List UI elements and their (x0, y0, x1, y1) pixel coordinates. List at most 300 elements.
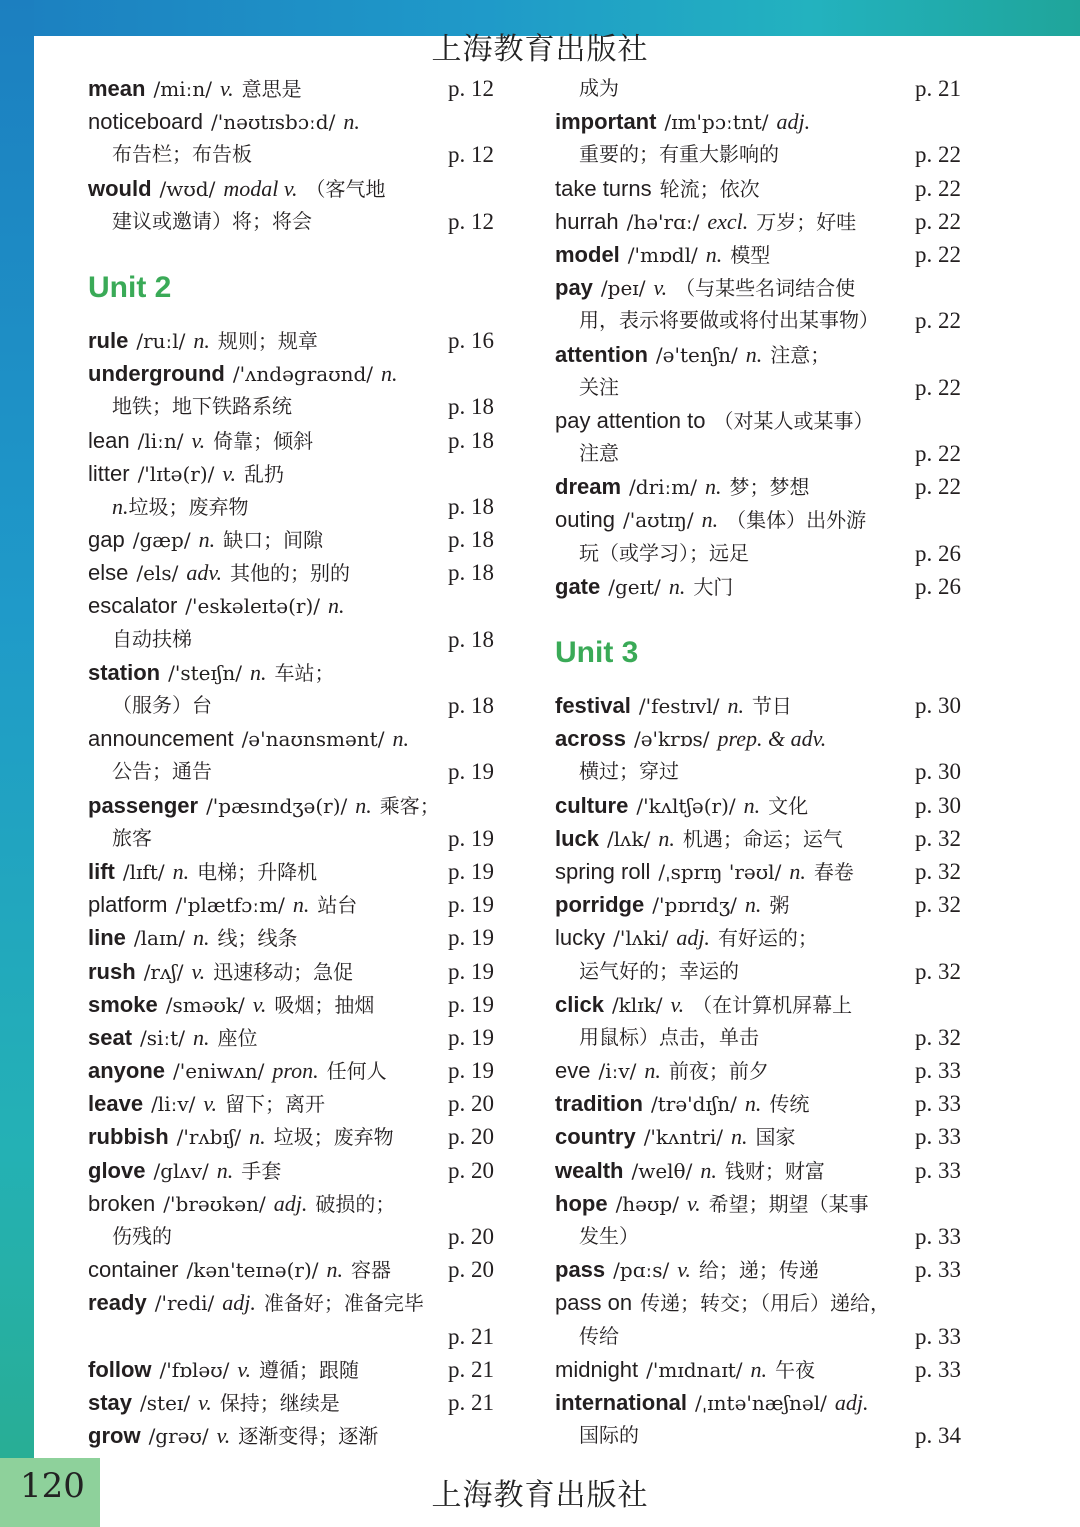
chinese-meaning: 春卷 (813, 859, 854, 884)
page-reference: p. 19 (448, 1058, 494, 1084)
entry-text (555, 1253, 819, 1287)
part-of-speech: v. (686, 1190, 701, 1216)
part-of-speech: prep. & adv. (717, 726, 827, 752)
vocab-entry (88, 424, 500, 457)
entry-text (88, 105, 360, 139)
phonetic: /'pɒrɪdʒ/ (652, 893, 737, 918)
chinese-meaning: 车站； (274, 660, 335, 685)
vocab-entry (555, 855, 965, 888)
vocab-entry (88, 1054, 500, 1087)
vocab-entry (555, 470, 965, 503)
entry-text (88, 138, 252, 171)
page-reference: p. 20 (448, 1091, 494, 1117)
entry-continuation (555, 304, 965, 337)
phonetic: /'eniwʌn/ (173, 1059, 265, 1084)
vocab-entry (555, 404, 965, 437)
chinese-meaning: 布告栏；布告板 (112, 142, 252, 167)
entry-text (88, 523, 323, 557)
vocab-entry (555, 503, 965, 536)
page-reference: p. 33 (915, 1224, 961, 1249)
chinese-meaning: 成为 (579, 76, 619, 100)
headword: wealth (555, 1157, 624, 1183)
entry-text (555, 537, 749, 570)
chinese-meaning: 迅速移动；急促 (213, 959, 354, 984)
chinese-meaning: 伤残的 (112, 1224, 172, 1248)
part-of-speech: v. (252, 991, 267, 1017)
part-of-speech: n. (193, 327, 210, 353)
phonetic: /grəʊ/ (148, 1424, 209, 1449)
part-of-speech: adv. (186, 560, 222, 586)
entry-text (88, 1386, 340, 1420)
chinese-meaning: 遵循；跟随 (259, 1357, 360, 1382)
chinese-meaning: 意思是 (241, 77, 302, 101)
page-reference: p. 18 (448, 626, 494, 652)
page-reference: p. 12 (448, 76, 494, 101)
page-reference: p. 19 (448, 858, 494, 884)
phonetic: /peɪ/ (600, 276, 646, 301)
page-reference: p. 20 (448, 1224, 494, 1249)
part-of-speech: n. (658, 825, 675, 851)
page-reference: p. 26 (915, 573, 961, 599)
entry-text (88, 1187, 395, 1221)
page-reference: p. 19 (448, 958, 494, 984)
chinese-meaning: 传递；转交；（用后）递给， (640, 1291, 891, 1316)
entry-text (555, 138, 779, 171)
page-reference: p. 33 (915, 1091, 961, 1117)
chinese-meaning: 节日 (751, 694, 792, 718)
page-reference: p. 30 (915, 693, 961, 718)
headword: eve (555, 1058, 591, 1084)
part-of-speech: n. (249, 1124, 266, 1150)
unit-heading: Unit 2 (88, 270, 172, 304)
part-of-speech: v. (237, 1356, 252, 1382)
phonetic: /həʊp/ (615, 1191, 679, 1216)
entry-text (555, 238, 770, 272)
chinese-meaning: 文化 (768, 793, 809, 818)
chinese-meaning: 国家 (755, 1125, 796, 1150)
entry-text (88, 789, 440, 823)
entry-text (555, 1419, 639, 1452)
page-reference: p. 32 (915, 958, 961, 984)
headword: platform (88, 892, 168, 918)
phonetic: /ˌsprɪŋ 'rəʊl/ (658, 859, 782, 884)
page-reference: p. 18 (448, 693, 494, 718)
entry-text (555, 1087, 809, 1121)
page-reference: p. 34 (915, 1423, 961, 1449)
entry-text (555, 371, 619, 404)
phonetic: /glʌv/ (153, 1158, 209, 1183)
part-of-speech: n. (743, 792, 761, 818)
vocab-entry (555, 1386, 965, 1419)
chinese-meaning: 公告；通告 (112, 759, 212, 784)
chinese-meaning: （对某人或某事） (713, 408, 874, 433)
entry-text (88, 357, 398, 391)
vocab-entry (88, 556, 500, 589)
phonetic: /lʌk/ (607, 826, 651, 851)
entry-text (555, 470, 810, 504)
headword: smoke (88, 991, 158, 1017)
entry-text (555, 570, 733, 604)
phonetic: /'plætfɔːm/ (175, 893, 285, 918)
part-of-speech: n. (198, 527, 216, 553)
entry-text (88, 921, 297, 955)
part-of-speech: n. (727, 693, 744, 718)
page-reference: p. 32 (915, 892, 961, 918)
part-of-speech: n. (112, 493, 129, 519)
part-of-speech: v. (203, 1091, 218, 1117)
headword: hurrah (555, 208, 619, 234)
entry-continuation (555, 437, 965, 470)
chinese-meaning: 传给 (579, 1323, 619, 1348)
headword: else (88, 560, 129, 586)
entry-text (555, 271, 855, 305)
chinese-meaning: 发生） (579, 1224, 639, 1248)
page-reference: p. 22 (915, 241, 961, 267)
page-reference: p. 22 (915, 308, 961, 334)
entry-continuation (88, 490, 500, 523)
vocab-entry (555, 1253, 965, 1286)
headword: passenger (88, 792, 199, 818)
page-reference: p. 33 (915, 1356, 961, 1382)
phonetic: /'kʌltʃə(r)/ (636, 793, 736, 818)
chinese-meaning: 用，表示将要做或将付出某事物） (579, 308, 879, 333)
part-of-speech: v. (653, 275, 668, 301)
entry-continuation (555, 1419, 965, 1452)
left-color-bar (0, 0, 34, 1527)
part-of-speech: n. (343, 109, 360, 135)
entry-text (555, 689, 792, 723)
chinese-meaning: 有好运的； (717, 926, 818, 951)
part-of-speech: n. (789, 858, 806, 884)
entry-continuation (88, 390, 500, 423)
vocab-entry (555, 689, 965, 722)
chinese-meaning: 运气好的；幸运的 (579, 958, 739, 983)
vocab-entry (555, 1054, 965, 1087)
headword: gap (88, 527, 125, 553)
chinese-meaning: 钱财；财富 (724, 1158, 825, 1183)
part-of-speech: n. (327, 593, 345, 619)
headword: underground (88, 361, 225, 387)
phonetic: /'lʌki/ (613, 926, 669, 951)
vocab-entry (555, 105, 965, 138)
page-reference: p. 33 (915, 1058, 961, 1084)
phonetic: /'lɪtə(r)/ (137, 461, 215, 486)
chinese-meaning: 容器 (350, 1258, 391, 1283)
page-reference: p. 19 (448, 925, 494, 951)
page-reference: p. 32 (915, 825, 961, 851)
part-of-speech: n. (326, 1257, 343, 1283)
entry-continuation (555, 1021, 965, 1054)
entry-text (88, 1220, 172, 1253)
entry-text (555, 789, 808, 823)
headword: escalator (88, 593, 178, 619)
chinese-meaning: 垃圾；废弃物 (273, 1125, 394, 1150)
vocab-entry (555, 1087, 965, 1120)
phonetic: /ə'naʊnsmənt/ (241, 727, 385, 752)
entry-text (88, 172, 386, 206)
vocab-entry (88, 988, 500, 1021)
page-reference: p. 33 (915, 1157, 961, 1183)
part-of-speech: v. (670, 991, 685, 1017)
part-of-speech: n. (355, 792, 372, 818)
headword: porridge (555, 892, 645, 918)
entry-text (88, 72, 302, 106)
page-reference: p. 22 (915, 474, 961, 500)
vocab-entry (88, 105, 500, 138)
page-reference: p. 20 (448, 1124, 494, 1150)
headword: rule (88, 327, 129, 353)
headword: country (555, 1124, 636, 1150)
vocab-entry (88, 324, 500, 357)
page-reference: p. 19 (448, 892, 494, 918)
chinese-meaning: 轮流；依次 (659, 176, 760, 201)
headword: take turns (555, 175, 652, 201)
entry-continuation (88, 205, 500, 238)
vocab-column-right (555, 72, 965, 1452)
chinese-meaning: 注意； (770, 342, 831, 367)
headword: announcement (88, 726, 234, 752)
chinese-meaning: 留下；离开 (225, 1092, 326, 1117)
entry-continuation (555, 138, 965, 171)
phonetic: /ɪm'pɔːtnt/ (664, 110, 769, 135)
page-reference: p. 22 (915, 175, 961, 201)
headword: luck (555, 825, 600, 851)
entry-text (88, 1120, 394, 1154)
vocab-entry (88, 1419, 500, 1452)
part-of-speech: adj. (676, 925, 710, 951)
entry-text (555, 1054, 769, 1088)
entry-text (88, 656, 334, 690)
page-reference: p. 26 (915, 540, 961, 566)
phonetic: /laɪn/ (133, 926, 185, 951)
vocab-entry (88, 656, 500, 689)
page-reference: p. 21 (915, 76, 961, 101)
part-of-speech: adj. (776, 109, 811, 135)
part-of-speech: v. (198, 1389, 212, 1415)
vocab-entry (88, 523, 500, 556)
chinese-meaning: 大门 (693, 574, 734, 599)
entry-text (88, 722, 409, 756)
vocab-entry (555, 1154, 965, 1187)
page-reference: p. 18 (448, 527, 494, 553)
entry-text (555, 503, 866, 537)
vocab-entry (88, 1187, 500, 1220)
headword: lucky (555, 925, 606, 951)
headword: rush (88, 958, 136, 984)
chinese-meaning: 逐渐变得；逐渐 (238, 1424, 379, 1449)
entry-text (555, 1386, 869, 1420)
chinese-meaning: 模型 (730, 242, 771, 267)
part-of-speech: n. (705, 241, 723, 267)
entry-text (555, 1021, 759, 1054)
entry-text (88, 1021, 257, 1055)
entry-text (88, 490, 249, 524)
phonetic: /miːn/ (153, 77, 212, 101)
chinese-meaning: 前夜；前夕 (668, 1059, 769, 1084)
chinese-meaning: 万岁；好哇 (756, 209, 857, 234)
vocab-entry (88, 888, 500, 921)
phonetic: /klɪk/ (611, 992, 663, 1017)
phonetic: /'redi/ (154, 1291, 215, 1316)
entry-continuation (88, 623, 500, 656)
phonetic: /kən'teɪnə(r)/ (186, 1258, 319, 1283)
entry-text (88, 1054, 387, 1088)
chinese-meaning: 用鼠标）点击，单击 (579, 1024, 759, 1049)
phonetic: /hə'rɑː/ (626, 209, 700, 234)
part-of-speech: n. (750, 1356, 768, 1382)
phonetic: /ˌɪntə'næʃnəl/ (695, 1390, 827, 1415)
chinese-meaning: 旅客 (112, 825, 152, 850)
page-reference: p. 32 (915, 858, 961, 884)
headword: seat (88, 1024, 133, 1050)
entry-text (555, 437, 619, 470)
entry-text (88, 1419, 378, 1453)
vocab-entry (88, 1253, 500, 1286)
entry-continuation (555, 371, 965, 404)
phonetic: /'festɪvl/ (638, 694, 720, 718)
chinese-meaning: 线；线条 (217, 926, 298, 951)
chinese-meaning: 自动扶梯 (112, 626, 192, 651)
page-reference: p. 21 (448, 1356, 494, 1382)
headword: leave (88, 1091, 144, 1117)
page-reference: p. 18 (448, 493, 494, 519)
page-reference: p. 22 (915, 208, 961, 234)
page-reference: p. 19 (448, 1024, 494, 1050)
page-reference: p. 20 (448, 1257, 494, 1283)
phonetic: /'pæsɪndʒə(r)/ (206, 793, 348, 818)
headword: rubbish (88, 1124, 169, 1150)
chinese-meaning: 破损的； (315, 1191, 396, 1216)
vocab-entry (88, 357, 500, 390)
vocab-entry (555, 205, 965, 238)
phonetic: /siːt/ (140, 1025, 185, 1050)
page-reference: p. 12 (448, 208, 494, 234)
headword: stay (88, 1389, 133, 1415)
entry-text (555, 988, 852, 1022)
part-of-speech: pron. (272, 1058, 319, 1084)
headword: international (555, 1389, 688, 1415)
entry-text (555, 1286, 890, 1320)
vocab-entry (555, 1120, 965, 1153)
headword: model (555, 241, 620, 267)
phonetic: /steɪ/ (140, 1390, 191, 1415)
part-of-speech: n. (730, 1124, 748, 1150)
vocab-entry (88, 955, 500, 988)
vocab-entry (88, 457, 500, 490)
entry-text (555, 921, 818, 955)
page-reference: p. 16 (448, 327, 494, 353)
chinese-meaning: 玩（或学习）；远足 (579, 540, 749, 565)
part-of-speech: n. (700, 1157, 717, 1183)
phonetic: /ə'krɒs/ (633, 727, 710, 752)
vocab-entry (88, 1386, 500, 1419)
part-of-speech: n. (172, 858, 190, 884)
phonetic: /'aʊtɪŋ/ (622, 508, 694, 533)
vocab-entry (88, 789, 500, 822)
phonetic: /lɪft/ (122, 859, 165, 884)
entry-continuation (555, 72, 965, 105)
headword: culture (555, 792, 629, 818)
page-reference: p. 30 (915, 792, 961, 818)
part-of-speech: v. (219, 76, 234, 101)
page-reference: p. 20 (448, 1157, 494, 1183)
part-of-speech: n. (381, 361, 398, 387)
page-reference: p. 30 (915, 759, 961, 785)
chinese-meaning: 注意 (579, 441, 619, 466)
part-of-speech: n. (705, 474, 722, 500)
entry-continuation (555, 955, 965, 988)
chinese-meaning: 希望；期望（某事 (708, 1191, 869, 1216)
headword: dream (555, 474, 622, 500)
headword: outing (555, 507, 615, 533)
headword: pay attention to (555, 407, 706, 433)
entry-text (555, 72, 619, 105)
vocab-entry (88, 921, 500, 954)
entry-continuation (555, 1320, 965, 1353)
part-of-speech: n. (292, 892, 310, 918)
footer-publisher: 上海教育出版社 (431, 1478, 649, 1513)
vocab-entry (555, 1286, 965, 1319)
page-reference: p. 18 (448, 427, 494, 453)
chinese-meaning: 准备好；准备完毕 (263, 1291, 424, 1316)
phonetic: /gæp/ (132, 528, 191, 553)
phonetic: /iːv/ (598, 1059, 637, 1084)
entry-continuation (88, 689, 500, 722)
chinese-meaning: 关注 (579, 374, 619, 399)
entry-text (88, 822, 152, 855)
vocab-entry (88, 855, 500, 888)
part-of-speech: v. (677, 1257, 691, 1283)
entry-text (88, 623, 192, 656)
entry-text (88, 457, 284, 491)
headword: broken (88, 1190, 156, 1216)
part-of-speech: v. (191, 427, 206, 453)
chinese-meaning: 国际的 (579, 1423, 639, 1448)
chinese-meaning: （在计算机屏幕上 (692, 992, 853, 1017)
part-of-speech: adj. (222, 1290, 256, 1316)
headword: across (555, 726, 626, 752)
entry-text (555, 1120, 795, 1154)
page-reference: p. 12 (448, 142, 494, 168)
phonetic: /'steɪʃn/ (168, 660, 242, 685)
part-of-speech: modal v. (223, 175, 298, 201)
page-reference: p. 33 (915, 1323, 961, 1349)
chinese-meaning: 梦；梦想 (729, 475, 810, 500)
vocab-entry (88, 1353, 500, 1386)
chinese-meaning: （客气地 (305, 176, 386, 201)
phonetic: /'rʌbɪʃ/ (176, 1125, 242, 1150)
entry-text (555, 1187, 869, 1221)
phonetic: /rʌʃ/ (143, 959, 184, 984)
page-reference: p. 18 (448, 394, 494, 420)
chinese-meaning: 午夜 (775, 1357, 816, 1382)
page-reference: p. 18 (448, 560, 494, 586)
phonetic: /'brəʊkən/ (163, 1191, 266, 1216)
entry-text (555, 1320, 619, 1353)
part-of-speech: n. (644, 1058, 661, 1084)
part-of-speech: n. (192, 1024, 210, 1050)
chinese-meaning: 规则；规章 (217, 328, 318, 353)
entry-text (88, 988, 374, 1022)
page-reference: p. 22 (915, 374, 961, 400)
vocab-column-left (88, 72, 500, 1452)
headword: pass on (555, 1290, 633, 1316)
phonetic: /'kʌntri/ (643, 1125, 723, 1150)
entry-text (555, 172, 760, 206)
phonetic: /ə'tenʃn/ (655, 342, 738, 367)
headword: glove (88, 1157, 146, 1183)
entry-text (88, 205, 312, 238)
